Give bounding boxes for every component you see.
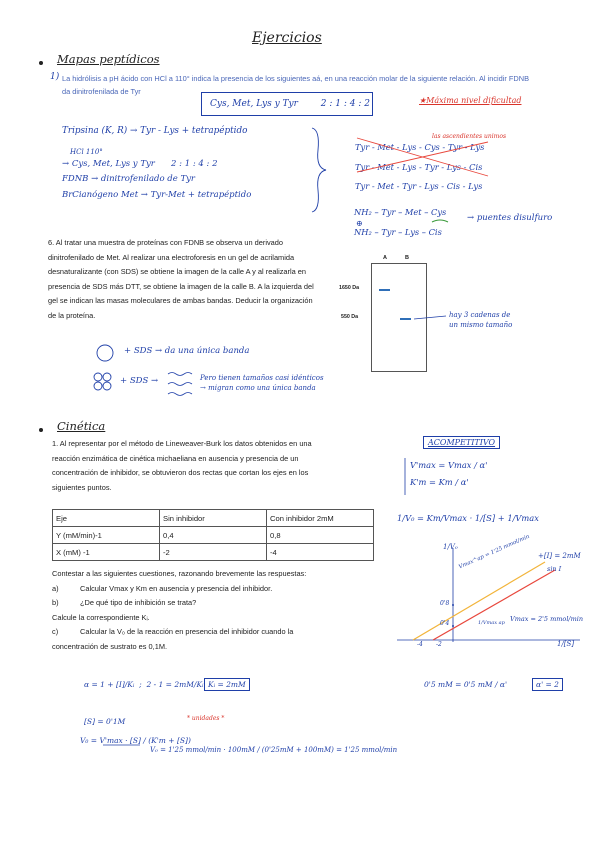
text-line: desnaturalizante (con SDS) se obtiene la imagen de la calle A y al realizarla en — [48, 267, 307, 277]
table-header: Eje — [53, 510, 160, 527]
difficulty-note: ★Máxima nivel dificultad — [419, 96, 522, 105]
alpha-box: α' = 2 — [532, 678, 563, 691]
legend-no-inhibitor: sin I — [547, 565, 562, 573]
table-cell: 0,4 — [160, 527, 267, 544]
q-text: ¿De qué tipo de inhibición se trata? — [80, 598, 197, 608]
q-text: Calcular Vmax y Km en ausencia y presencia del inhibidor. — [80, 583, 273, 593]
q-label: b) — [52, 598, 59, 608]
sequence: Tyr - Met - Lys - Cys - Tyr - Lys — [355, 142, 485, 152]
table-cell: 0,8 — [267, 527, 374, 544]
table-cell: -2 — [160, 544, 267, 561]
bridge-note: → puentes disulfuro — [467, 213, 553, 223]
table-cell: Y (mM/min)-1 — [53, 527, 160, 544]
substrate-eq: [S] = 0'1M — [84, 717, 126, 726]
note-line: FDNB → dinitrofenilado de Tyr — [62, 174, 195, 184]
note-line: HCl 110° — [70, 148, 103, 156]
vmax-ap-tick: 1/Vmax ap — [478, 620, 505, 626]
note-line: → Cys, Met, Lys y Tyr 2 : 1 : 4 : 2 — [62, 159, 218, 169]
v0-calculation: V₀ = 1'25 mmol/min · 100mM / (0'25mM + 100mM) = 1'25 mmol/min — [150, 746, 398, 754]
table-header: Con inhibidor 2mM — [267, 510, 374, 527]
exercise-number: 1) — [50, 72, 60, 82]
sequence: Tyr - Met - Tyr - Lys - Cis - Lys — [355, 181, 483, 191]
sds-explanation: Pero tienen tamaños casi idénticos → migran como una única banda — [200, 374, 324, 392]
squiggle — [168, 373, 192, 376]
sds-note: + SDS → — [120, 376, 159, 386]
gel-lane-a-label: A — [383, 255, 387, 261]
sds-note: + SDS → da una única banda — [124, 346, 250, 356]
sequence: Tyr - Met - Lys - Tyr - Lys - Cis — [355, 162, 483, 172]
text-line: siguientes puntos. — [52, 482, 112, 492]
eq-km: K'm = Km / α' — [410, 477, 469, 487]
q-label: c) — [52, 627, 59, 637]
vmax-app-label: Vmax^ap = 1'25 mmol/min — [458, 533, 531, 571]
text-line: gel se indican las masas moleculares de ambas bandas. Deducir la organización — [48, 296, 313, 306]
protein-circle — [103, 382, 111, 390]
text-line: dinitrofenilado de Met. Al realizar una electroforesis en un gel de acrilamida — [48, 252, 295, 262]
exercise-statement: La hidrólisis a pH ácido con HCl a 110° indica la presencia de los siguientes aá, en una reacción molar de la siguiente relación. Al incidir FDNB da dinitrofenilada de Tyr — [62, 74, 530, 96]
km-equation: 0'5 mM = 0'5 mM / α' — [424, 680, 508, 689]
text-line: concentración de inhibidor, se obtuvieron dos rectas que cortan los ejes en los — [52, 468, 309, 478]
table-cell: X (mM) -1 — [53, 544, 160, 561]
gel-note: hay 3 cadenas de un mismo tamaño — [449, 311, 513, 329]
table-header: Sin inhibidor — [160, 510, 267, 527]
mass-low-label: 550 Da — [341, 314, 359, 320]
crossed-title: las ascendientes unimos — [432, 133, 507, 140]
text-line: concentración de sustrato es 0,1M. — [52, 641, 168, 651]
text-line: reacción enzimática de cinética michaeliana en ausencia y presencia de un — [52, 453, 299, 463]
protein-circle — [103, 373, 111, 381]
cross-out — [357, 142, 488, 172]
text-line: de la proteína. — [48, 310, 96, 320]
text-line: 6. Al tratar una muestra de proteínas con FDNB se observa un derivado — [48, 238, 283, 247]
tick-xm4: -4 — [417, 641, 423, 648]
section-heading-cinetica: Cinética — [57, 419, 106, 433]
section-heading-mapas: Mapas peptídicos — [57, 52, 160, 66]
final-sequence: NH₂ – Tyr – Lys – Cis — [354, 227, 442, 237]
q-text: Calcular la V₀ de la reacción en presencia del inhibidor cuando la — [80, 627, 294, 637]
tick-y08: 0'8 — [440, 600, 450, 607]
disulfide-arc — [432, 220, 448, 222]
text-line: Calcule la correspondiente Kᵢ. — [52, 612, 150, 622]
protein-circle — [94, 373, 102, 381]
page-title: Ejercicios — [252, 30, 322, 46]
tick-xm2: -2 — [436, 641, 442, 648]
gel-lane-b-label: B — [405, 255, 409, 261]
graph-x-label: 1/[S] — [557, 640, 575, 648]
composition-box: Cys, Met, Lys y Tyr 2 : 1 : 4 : 2 — [201, 92, 373, 116]
brace — [312, 128, 326, 212]
final-sequence: NH₂ – Tyr – Met – Cys — [354, 207, 447, 217]
text-line: 1. Al representar por el método de Lineweaver-Burk los datos obtenidos en una — [52, 439, 312, 448]
eq-vmax: V'max = Vmax / α' — [410, 460, 488, 470]
protein-circle — [97, 345, 113, 361]
graph-y-label: 1/V₀ — [443, 543, 458, 551]
charge-label: ⊕ — [356, 219, 363, 228]
arrow — [414, 316, 446, 319]
protein-circle — [94, 382, 102, 390]
ki-box: Kᵢ = 2mM — [204, 678, 250, 691]
legend-inhibitor: +[I] = 2mM — [538, 552, 581, 560]
eq-lineweaver: 1/V₀ = Km/Vmax · 1/[S] + 1/Vmax — [397, 513, 539, 523]
text-line: presencia de SDS más DTT, se obtiene la imagen de la calle B. A la izquierda del — [48, 281, 314, 291]
table-cell: -4 — [267, 544, 374, 561]
squiggle — [168, 383, 192, 386]
vmax-label: Vmax = 2'5 mmol/min — [510, 615, 584, 623]
mass-high-label: 1650 Da — [339, 285, 360, 291]
text-line: Contestar a las siguientes cuestiones, razonando brevemente las respuestas: — [52, 569, 307, 578]
units-note: * unidades * — [187, 715, 225, 722]
squiggle — [168, 393, 192, 396]
q-label: a) — [52, 583, 59, 593]
note-line: BrCianógeno Met → Tyr-Met + tetrapéptido — [62, 190, 252, 200]
v0-equation: V₀ = V'max · [S] / (K'm + [S]) — [80, 736, 191, 745]
note-line: Tripsina (K, R) → Tyr - Lys + tetrapéptido — [62, 126, 248, 136]
tick-y04: 0'4 — [440, 620, 450, 627]
inhibition-type: ACOMPETITIVO — [423, 436, 500, 449]
alpha-equation: α = 1 + [I]/Kᵢ ; 2 - 1 = 2mM/Kᵢ — [84, 680, 204, 689]
